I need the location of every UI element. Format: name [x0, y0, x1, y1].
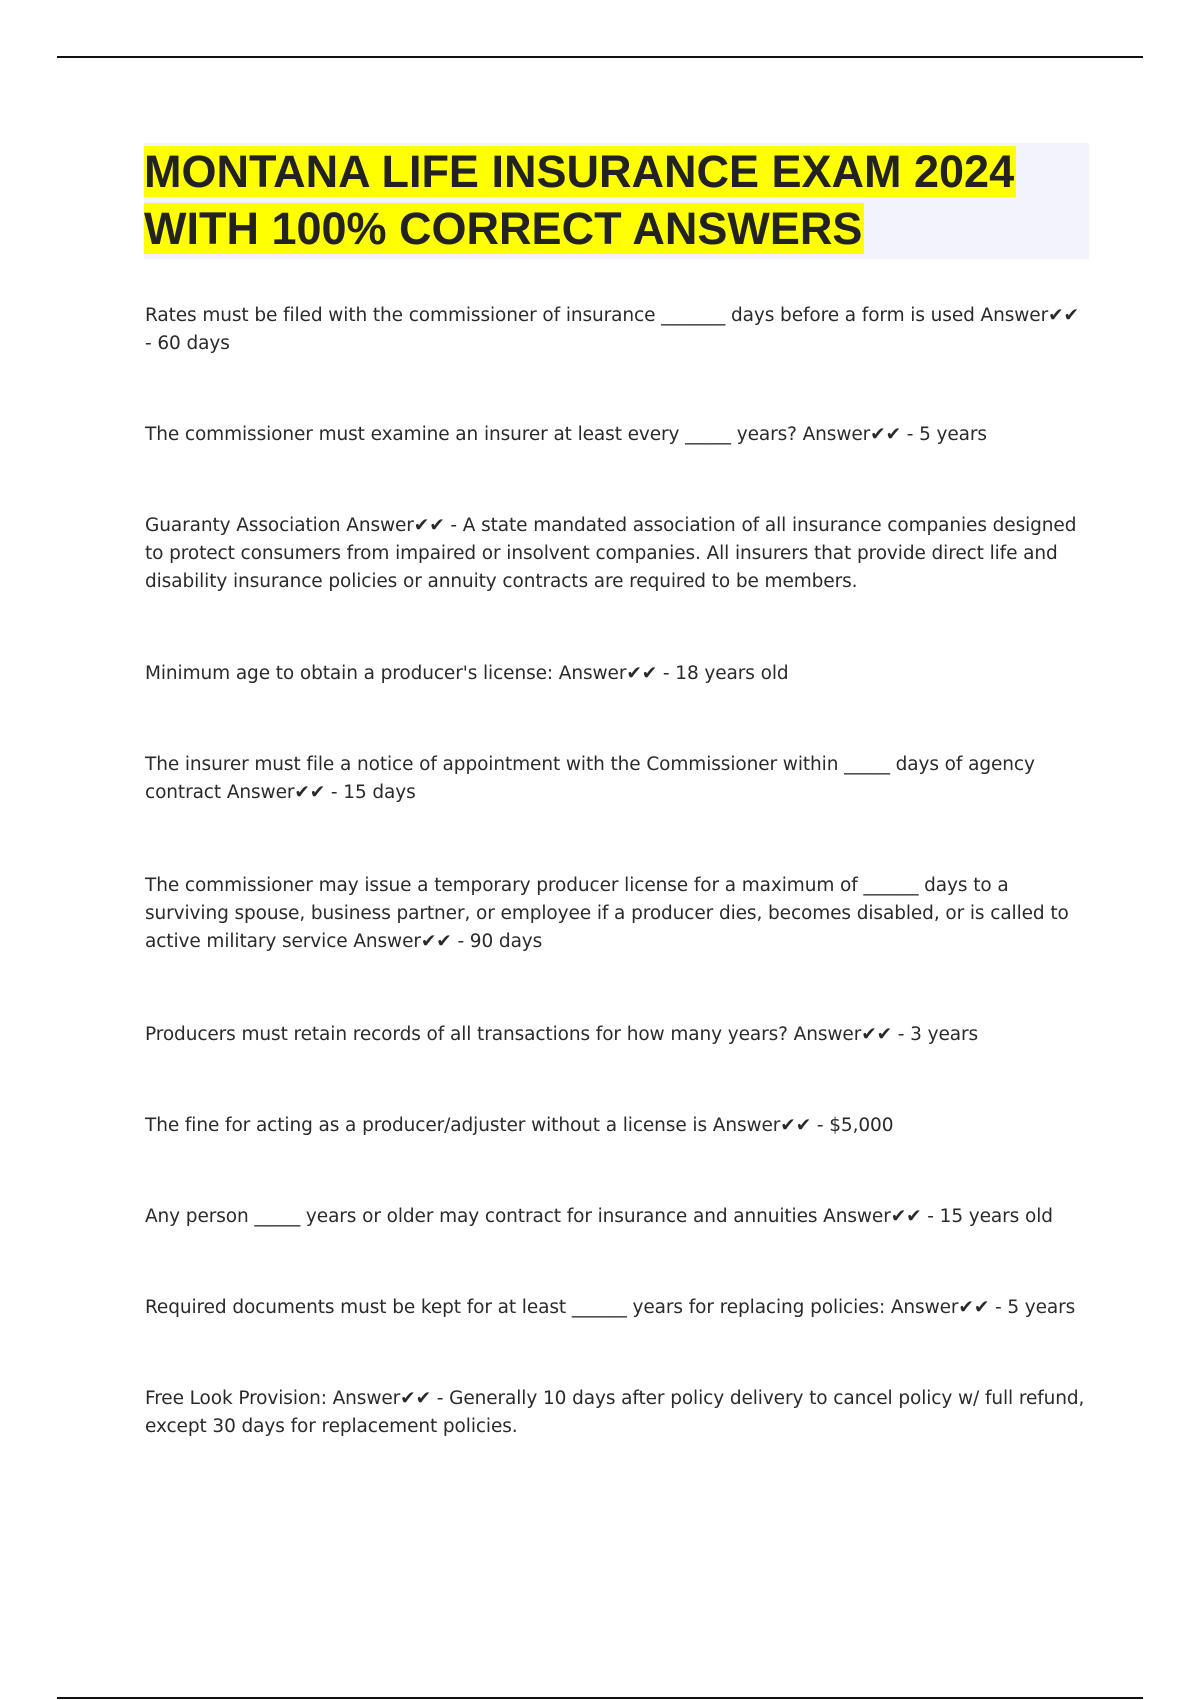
- qa-item-8: The fine for acting as a producer/adjuster without a license is Answer✔✔ - $5,000: [145, 1115, 894, 1136]
- title-block: [144, 143, 1089, 259]
- qa-item-9: Any person _____ years or older may contract for insurance and annuities Answer✔✔ - 15 years old: [145, 1206, 1053, 1227]
- qa-item-6: The commissioner may issue a temporary producer license for a maximum of ______ days to a surviving spouse, business partner, or employee if a producer dies, becomes disabled, or is called to active military service Answer✔✔ - 90 days: [145, 875, 1069, 952]
- title-line-1: MONTANA LIFE INSURANCE EXAM 2024: [144, 146, 1015, 197]
- page-title: [144, 143, 1089, 257]
- qa-item-11: Free Look Provision: Answer✔✔ - Generally 10 days after policy delivery to cancel policy w/ full refund, except 30 days for replacement policies.: [145, 1388, 1085, 1437]
- qa-item-2: The commissioner must examine an insurer at least every _____ years? Answer✔✔ - 5 years: [145, 424, 987, 445]
- qa-item-1: Rates must be filed with the commissioner of insurance _______ days before a form is used Answer✔✔ - 60 days: [145, 305, 1079, 354]
- bottom-rule: [57, 1697, 1143, 1699]
- title-line-2: WITH 100% CORRECT ANSWERS: [144, 203, 863, 254]
- qa-item-10: Required documents must be kept for at least ______ years for replacing policies: Answer✔✔ - 5 years: [145, 1297, 1076, 1318]
- qa-item-5: The insurer must file a notice of appointment with the Commissioner within _____ days of agency contract Answer✔✔ - 15 days: [145, 754, 1035, 803]
- qa-item-4: Minimum age to obtain a producer's license: Answer✔✔ - 18 years old: [145, 663, 789, 684]
- qa-item-3: Guaranty Association Answer✔✔ - A state mandated association of all insurance companies designed to protect consumers from impaired or insolvent companies. All insurers that provide direct life and disability insurance policies or annuity contracts are required to be members.: [145, 515, 1077, 592]
- qa-item-7: Producers must retain records of all transactions for how many years? Answer✔✔ - 3 years: [145, 1024, 979, 1045]
- top-rule: [57, 56, 1143, 58]
